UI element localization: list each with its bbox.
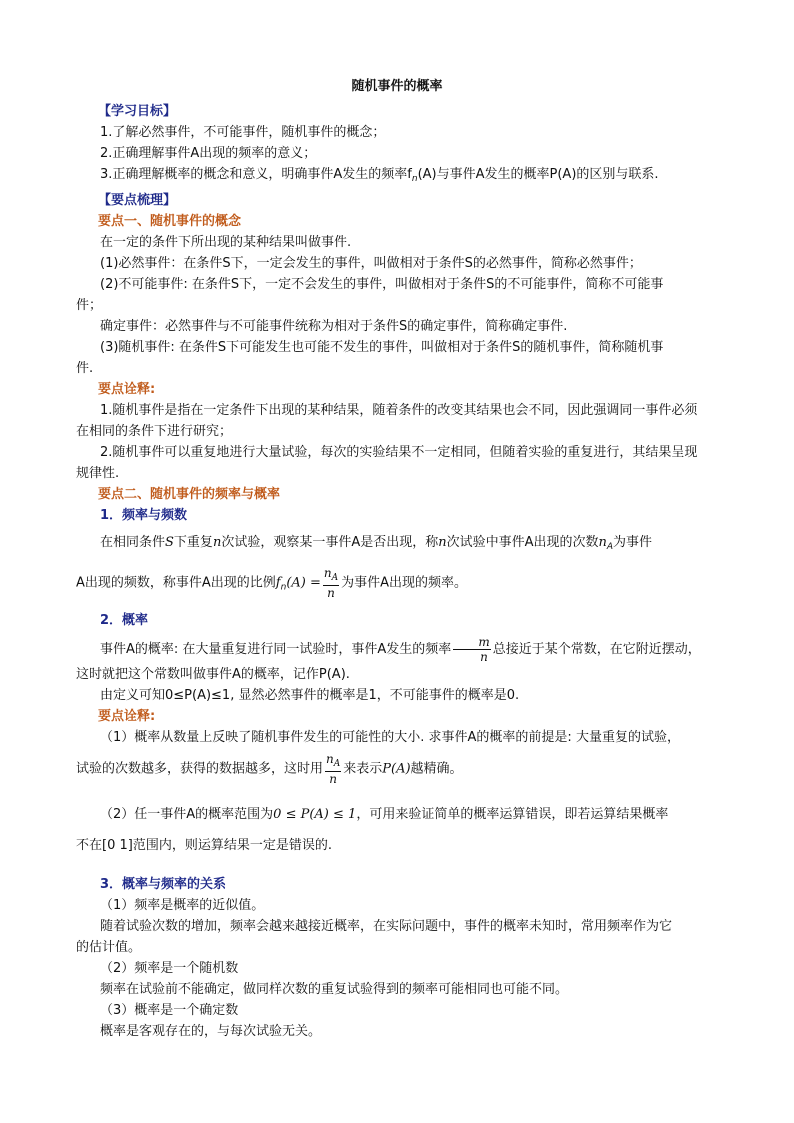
kp2-s2-definition-cont: 这时就把这个常数叫做事件A的概率，记作P(A). bbox=[76, 667, 350, 682]
kp2-s2-range: 由定义可知0≤P(A)≤1, 显然必然事件的概率是1，不可能事件的概率是0. bbox=[100, 688, 520, 703]
kp1-note-1: 1.随机事件是指在一定条件下出现的某种结果，随着条件的改变其结果也会不同，因此强调同一事件必须 bbox=[100, 403, 698, 418]
kp1-determined-event: 确定事件：必然事件与不可能事件统称为相对于条件S的确定事件，简称确定事件. bbox=[100, 319, 568, 334]
kp1-note-1-cont: 在相同的条件下进行研究； bbox=[76, 424, 233, 439]
kp1-note-2-cont: 规律性. bbox=[76, 466, 120, 481]
kp2-note-2: （2）任一事件A的概率范围为0 ≤ P(A) ≤ 1，可用来验证简单的概率运算错误，即若运算结果概率 bbox=[100, 807, 669, 822]
page-title: 随机事件的概率 bbox=[351, 79, 443, 94]
kp2-s2-heading: 2．概率 bbox=[100, 613, 149, 628]
kp1-note-2: 2.随机事件可以重复地进行大量试验，每次的实验结果不一定相同，但随着实验的重复进行，其结果呈现 bbox=[100, 445, 698, 460]
kp2-s3-d: 频率在试验前不能确定，做同样次数的重复试验得到的频率可能相同也可能不同。 bbox=[100, 982, 569, 997]
frequency-fraction: $\frac{n_A}{n}$ bbox=[323, 566, 339, 600]
kp2-note-heading: 要点诠释: bbox=[98, 709, 156, 724]
kp2-s3-f: 概率是客观存在的，与每次试验无关。 bbox=[100, 1024, 322, 1039]
kp1-random-event: (3)随机事件: 在条件S下可能发生也可能不发生的事件，叫做相对于条件S的随机事件，简称随机事 bbox=[100, 340, 664, 355]
kp2-s3-b: 随着试验次数的增加，频率会越来越接近概率，在实际问题中，事件的概率未知时，常用频率作为它 bbox=[100, 919, 673, 934]
objective-2: 2.正确理解事件A出现的频率的意义； bbox=[100, 146, 317, 161]
objective-3: 3.正确理解概率的概念和意义，明确事件A发生的频率$f_n(A)$与事件A发生的概率P(A)的区别与联系. bbox=[100, 167, 659, 184]
kp1-random-event-cont: 件. bbox=[76, 361, 94, 376]
summary-heading: 【要点梳理】 bbox=[98, 193, 177, 208]
objective-1: 1.了解必然事件，不可能事件，随机事件的概念； bbox=[100, 125, 386, 140]
kp2-s2-definition: 事件A的概率: 在大量重复进行同一试验时，事件A发生的频率 $\frac{m}{n}$ 总接近于某个常数，在它附近摆动， bbox=[100, 635, 701, 664]
kp2-s1-para: 在相同条件S下重复n次试验，观察某一事件A是否出现，称n次试验中事件A出现的次数$n_A$为事件 bbox=[100, 535, 653, 552]
document-page bbox=[76, 76, 718, 1042]
kp1-note-heading: 要点诠释: bbox=[98, 382, 156, 397]
kp1-impossible-event-cont: 件； bbox=[76, 298, 103, 313]
kp2-heading: 要点二、随机事件的频率与概率 bbox=[98, 487, 281, 502]
kp1-intro: 在一定的条件下所出现的某种结果叫做事件. bbox=[100, 235, 352, 250]
kp2-s3-e: （3）概率是一个确定数 bbox=[100, 1003, 239, 1018]
kp2-s3-b-cont: 的估计值。 bbox=[76, 940, 142, 955]
kp2-s3-c: （2）频率是一个随机数 bbox=[100, 961, 239, 976]
kp2-s1-heading: 1．频率与频数 bbox=[100, 508, 188, 523]
kp1-heading: 要点一、随机事件的概念 bbox=[98, 214, 242, 229]
kp2-note-1-cont: 试验的次数越多，获得的数据越多，这时用 $\frac{n_A}{n}$ 来表示P(A)越精确。 bbox=[76, 752, 463, 786]
kp1-certain-event: (1)必然事件：在条件S下，一定会发生的事件，叫做相对于条件S的必然事件，简称必然事件； bbox=[100, 256, 642, 271]
nA-over-n-fraction: $\frac{n_A}{n}$ bbox=[326, 752, 341, 786]
kp2-note-2-cont: 不在[0 1]范围内，则运算结果一定是错误的. bbox=[76, 838, 332, 853]
m-over-n-fraction: $\frac{m}{n}$ bbox=[453, 635, 490, 664]
kp2-note-1: （1）概率从数量上反映了随机事件发生的可能性的大小. 求事件A的概率的前提是: 大量重复的试验， bbox=[100, 730, 680, 745]
kp2-s3-heading: 3．概率与频率的关系 bbox=[100, 877, 227, 892]
objectives-heading: 【学习目标】 bbox=[98, 104, 177, 119]
kp2-s3-a: （1）频率是概率的近似值。 bbox=[100, 898, 265, 913]
kp1-impossible-event: (2)不可能事件: 在条件S下，一定不会发生的事件，叫做相对于条件S的不可能事件，简称不可能事 bbox=[100, 277, 664, 292]
kp2-s1-para-cont: A出现的频数，称事件A出现的比例$f_n(A)$ = $\frac{n_A}{n}$ 为事件A出现的频率。 bbox=[76, 566, 468, 600]
